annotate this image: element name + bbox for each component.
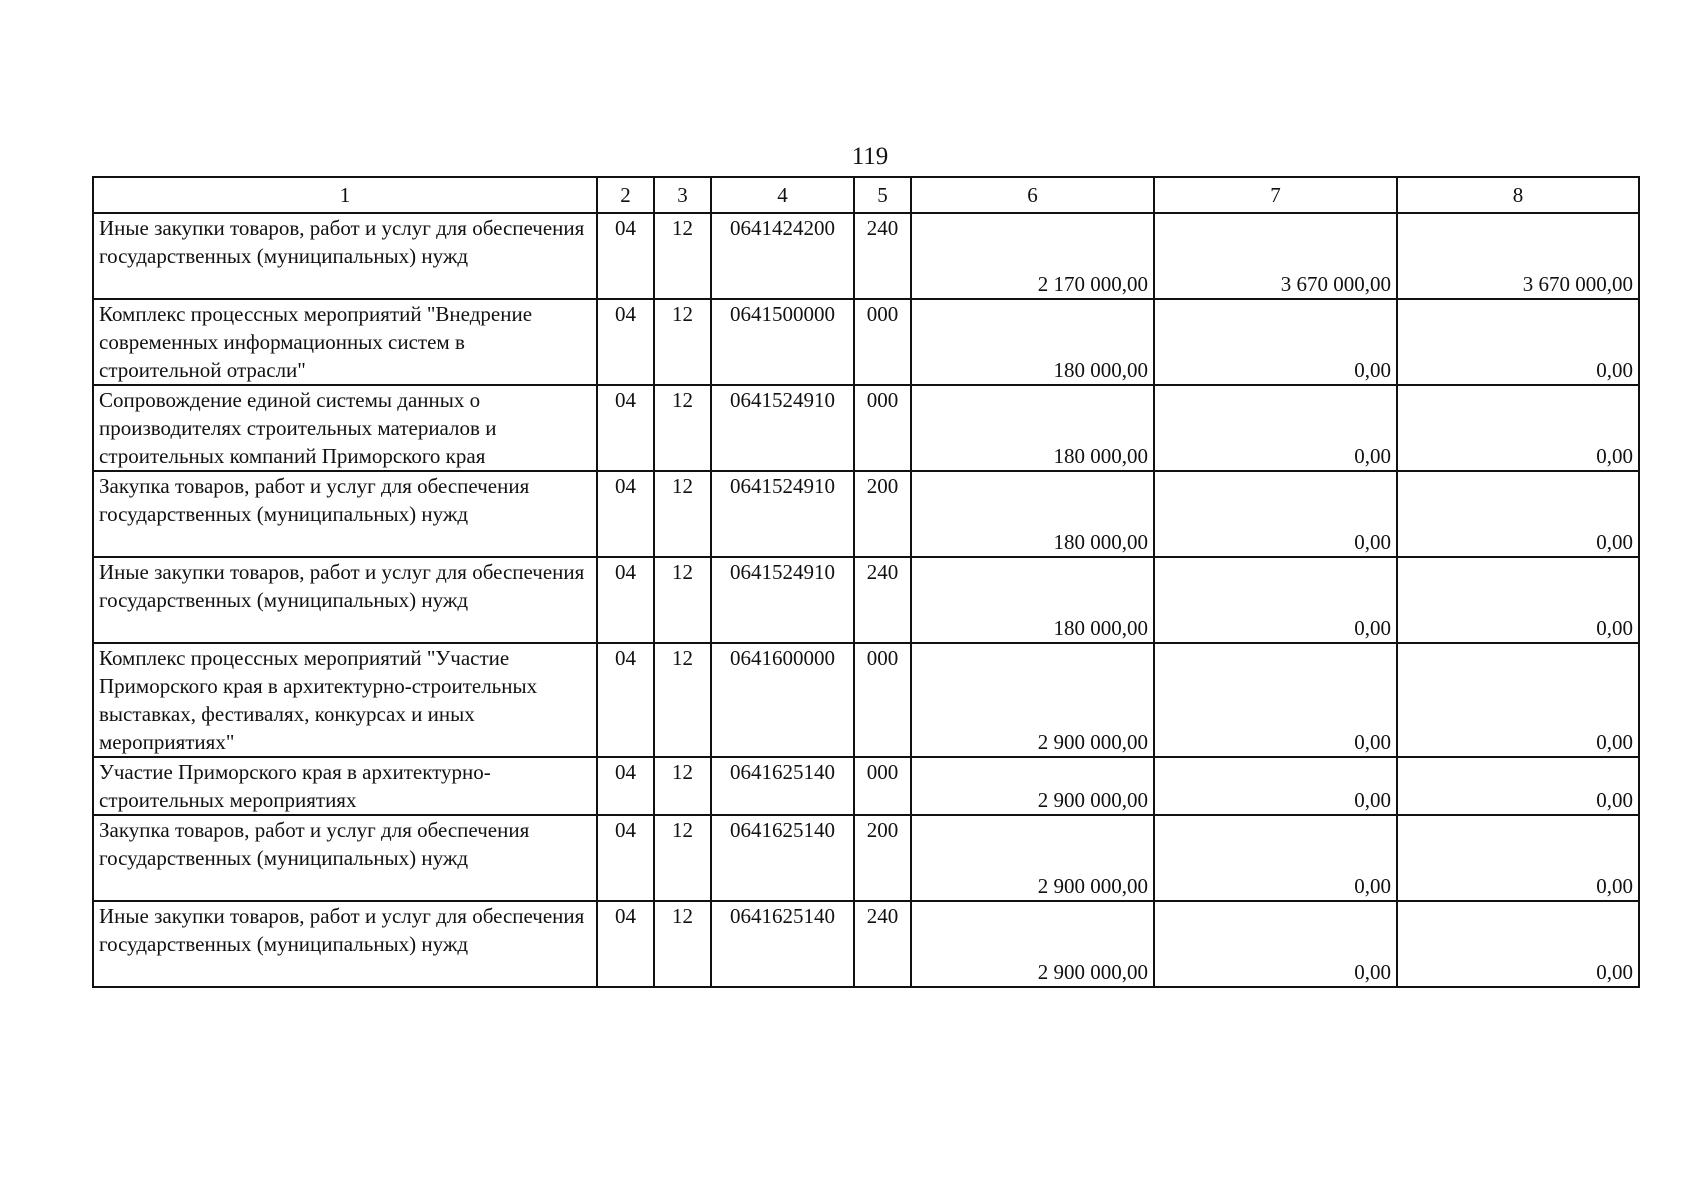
row-amount-7: 0,00 [1154,643,1397,757]
row-amount-8: 0,00 [1397,385,1639,471]
table-row [93,471,1639,557]
row-expense-type: 000 [854,757,911,815]
row-target-code: 0641600000 [711,643,854,757]
header-row [93,177,1639,213]
column-header-4: 4 [711,177,854,213]
row-name: Закупка товаров, работ и услуг для обеспечения государственных (муниципальных) нужд [93,471,597,557]
row-name: Иные закупки товаров, работ и услуг для обеспечения государственных (муниципальных) нужд [93,213,597,299]
row-amount-8: 0,00 [1397,643,1639,757]
page-number: 119 [851,143,889,170]
table-row [93,643,1639,757]
row-target-code: 0641625140 [711,901,854,987]
column-header-2: 2 [597,177,654,213]
row-amount-8: 0,00 [1397,557,1639,643]
table-row [93,385,1639,471]
row-target-code: 0641625140 [711,757,854,815]
row-amount-8: 0,00 [1397,471,1639,557]
row-amount-8: 3 670 000,00 [1397,213,1639,299]
column-header-3: 3 [654,177,711,213]
row-expense-type: 000 [854,385,911,471]
row-amount-7: 3 670 000,00 [1154,213,1397,299]
budget-table [92,176,1640,988]
row-amount-7: 0,00 [1154,557,1397,643]
row-amount-8: 0,00 [1397,757,1639,815]
row-target-code: 0641524910 [711,557,854,643]
column-header-1: 1 [93,177,597,213]
row-name: Комплекс процессных мероприятий "Внедрение современных информационных систем в строительной отрасли" [93,299,597,385]
row-amount-6: 180 000,00 [911,557,1154,643]
row-amount-6: 2 900 000,00 [911,901,1154,987]
row-subsection: 12 [654,901,711,987]
table-row [93,901,1639,987]
row-amount-7: 0,00 [1154,757,1397,815]
row-section: 04 [597,213,654,299]
row-amount-6: 2 170 000,00 [911,213,1154,299]
row-target-code: 0641500000 [711,299,854,385]
row-name: Комплекс процессных мероприятий "Участие Приморского края в архитектурно-строительных выставках, фестивалях, конкурсах и иных мероприятиях" [93,643,597,757]
row-name: Сопровождение единой системы данных о производителях строительных материалов и строительных компаний Приморского края [93,385,597,471]
row-section: 04 [597,643,654,757]
row-amount-6: 180 000,00 [911,299,1154,385]
row-subsection: 12 [654,471,711,557]
row-amount-6: 180 000,00 [911,471,1154,557]
row-amount-6: 2 900 000,00 [911,757,1154,815]
column-header-5: 5 [854,177,911,213]
row-target-code: 0641524910 [711,385,854,471]
row-subsection: 12 [654,757,711,815]
table-row [93,815,1639,901]
row-target-code: 0641524910 [711,471,854,557]
row-subsection: 12 [654,299,711,385]
row-expense-type: 200 [854,471,911,557]
row-amount-6: 2 900 000,00 [911,643,1154,757]
table-row [93,757,1639,815]
row-name: Иные закупки товаров, работ и услуг для обеспечения государственных (муниципальных) нужд [93,557,597,643]
row-expense-type: 240 [854,213,911,299]
row-amount-7: 0,00 [1154,471,1397,557]
table-row [93,213,1639,299]
row-subsection: 12 [654,643,711,757]
row-amount-8: 0,00 [1397,901,1639,987]
row-expense-type: 240 [854,557,911,643]
row-amount-7: 0,00 [1154,815,1397,901]
row-amount-7: 0,00 [1154,385,1397,471]
table-row [93,299,1639,385]
row-section: 04 [597,815,654,901]
row-section: 04 [597,901,654,987]
row-section: 04 [597,557,654,643]
row-amount-6: 2 900 000,00 [911,815,1154,901]
column-header-8: 8 [1397,177,1639,213]
row-section: 04 [597,299,654,385]
row-amount-8: 0,00 [1397,299,1639,385]
row-subsection: 12 [654,557,711,643]
row-name: Иные закупки товаров, работ и услуг для обеспечения государственных (муниципальных) нужд [93,901,597,987]
row-target-code: 0641625140 [711,815,854,901]
row-section: 04 [597,757,654,815]
row-subsection: 12 [654,385,711,471]
row-amount-7: 0,00 [1154,901,1397,987]
row-name: Участие Приморского края в архитектурно-строительных мероприятиях [93,757,597,815]
row-expense-type: 000 [854,643,911,757]
row-expense-type: 200 [854,815,911,901]
row-expense-type: 240 [854,901,911,987]
table-row [93,557,1639,643]
row-subsection: 12 [654,213,711,299]
row-amount-7: 0,00 [1154,299,1397,385]
row-amount-8: 0,00 [1397,815,1639,901]
row-subsection: 12 [654,815,711,901]
row-target-code: 0641424200 [711,213,854,299]
row-section: 04 [597,471,654,557]
row-expense-type: 000 [854,299,911,385]
column-header-7: 7 [1154,177,1397,213]
row-section: 04 [597,385,654,471]
column-header-6: 6 [911,177,1154,213]
row-name: Закупка товаров, работ и услуг для обеспечения государственных (муниципальных) нужд [93,815,597,901]
row-amount-6: 180 000,00 [911,385,1154,471]
